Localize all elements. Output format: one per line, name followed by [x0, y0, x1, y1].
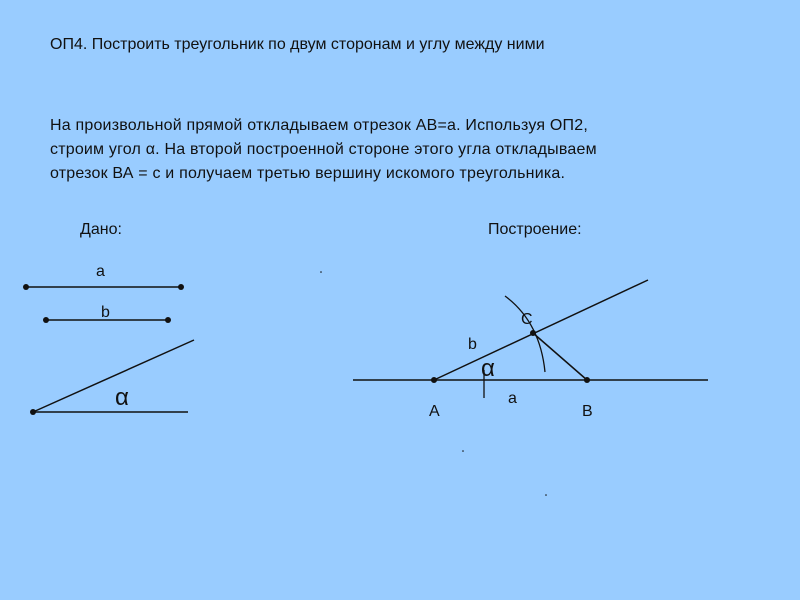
stray-dot — [545, 494, 547, 496]
construction-angle-label: α — [481, 355, 495, 382]
segment-a-label: a — [96, 263, 105, 280]
point-b — [584, 377, 590, 383]
paragraph-line: строим угол α. На второй построенной стороне этого угла откладываем — [50, 141, 597, 158]
point-a — [431, 377, 437, 383]
inclined-ray — [434, 280, 648, 380]
point-a-label: A — [429, 403, 440, 420]
given-heading: Дано: — [80, 221, 122, 238]
point-b-label: B — [582, 403, 593, 420]
slide-title: ОП4. Построить треугольник по двум сторонам и углу между ними — [50, 36, 545, 53]
construction-figures — [353, 280, 708, 420]
paragraph-line: отрезок ВА = с и получаем третью вершину искомого треугольника. — [50, 165, 566, 182]
angle-ray-inclined — [33, 340, 194, 412]
given-angle-label: α — [115, 384, 129, 411]
segment-b-endpoint — [165, 317, 171, 323]
segment-a-endpoint — [178, 284, 184, 290]
compass-arc — [505, 296, 545, 372]
side-cb — [533, 333, 587, 380]
construction-heading: Построение: — [488, 221, 582, 238]
segment-b-label: b — [101, 304, 110, 321]
segment-a-endpoint — [23, 284, 29, 290]
segment-b-endpoint — [43, 317, 49, 323]
stray-dot — [320, 271, 322, 273]
point-c-label: C — [521, 311, 533, 328]
side-a-label: a — [508, 390, 517, 407]
paragraph-line: На произвольной прямой откладываем отрезок АВ=а. Используя ОП2, — [50, 117, 588, 134]
angle-vertex — [30, 409, 36, 415]
given-figures — [23, 263, 194, 415]
side-b-label: b — [468, 336, 477, 353]
point-c — [530, 330, 536, 336]
stray-dot — [462, 450, 464, 452]
